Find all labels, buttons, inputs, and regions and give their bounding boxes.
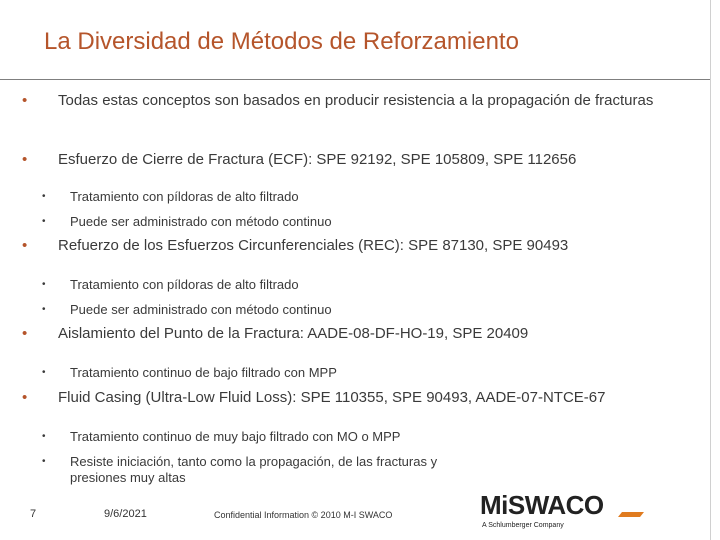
- logo-swoosh: [618, 512, 644, 517]
- bullet-1-text: Todas estas conceptos son basados en producir resistencia a la propagación de fracturas: [58, 92, 654, 109]
- bullet-marker: •: [22, 325, 28, 342]
- bullet-marker: •: [22, 237, 28, 254]
- bullet-1: [22, 92, 678, 110]
- mi-swaco-logo: [480, 490, 646, 530]
- bullet-2: [22, 151, 678, 169]
- bullet-4: [22, 325, 678, 343]
- logo-wordmark: MiSWACO: [480, 490, 604, 520]
- sub-bullet-marker: •: [42, 279, 46, 290]
- footer-confidential: Confidential Information © 2010 M-I SWACO: [214, 510, 393, 520]
- bullet-3-sub-2: • Puede ser administrado con método continuo: [42, 302, 332, 317]
- bullet-4-sub-1: • Tratamiento continuo de bajo filtrado con MPP: [42, 365, 337, 380]
- bullet-5-sub-1: • Tratamiento continuo de muy bajo filtrado con MO o MPP: [42, 429, 401, 444]
- footer-date: 9/6/2021: [104, 508, 147, 520]
- bullet-5: [22, 389, 678, 407]
- sub-bullet-marker: •: [42, 191, 46, 202]
- bullet-2-text: Esfuerzo de Cierre de Fractura (ECF): SPE 92192, SPE 105809, SPE 112656: [58, 151, 577, 168]
- bullet-2-sub-2: • Puede ser administrado con método continuo: [42, 214, 332, 229]
- bullet-marker: •: [22, 389, 28, 406]
- bullet-marker: •: [22, 151, 28, 168]
- sub-bullet-marker: •: [42, 456, 46, 467]
- sub-bullet-marker: •: [42, 367, 46, 378]
- sub-bullet-marker: •: [42, 431, 46, 442]
- logo-tagline: A Schlumberger Company: [482, 522, 564, 529]
- title-divider: [0, 79, 710, 80]
- page-number: 7: [30, 508, 37, 520]
- bullet-4-text: Aislamiento del Punto de la Fractura: AADE-08-DF-HO-19, SPE 20409: [58, 325, 529, 342]
- bullet-5-text: Fluid Casing (Ultra-Low Fluid Loss): SPE 110355, SPE 90493, AADE-07-NTCE-67: [58, 389, 606, 406]
- right-edge-decoration: [704, 0, 720, 540]
- bullet-3-text: Refuerzo de los Esfuerzos Circunferenciales (REC): SPE 87130, SPE 90493: [58, 237, 569, 254]
- sub-bullet-marker: •: [42, 216, 46, 227]
- bullet-3-sub-1: • Tratamiento con píldoras de alto filtrado: [42, 277, 299, 292]
- bullet-3: [22, 237, 678, 255]
- sub-bullet-marker: •: [42, 304, 46, 315]
- bullet-2-sub-1: • Tratamiento con píldoras de alto filtrado: [42, 189, 299, 204]
- bullet-5-sub-2: • Resiste iniciación, tanto como la propagación, de las fracturas y presiones muy altas: [42, 454, 438, 485]
- bullet-marker: •: [22, 92, 28, 109]
- slide-title: La Diversidad de Métodos de Reforzamiento: [44, 28, 519, 55]
